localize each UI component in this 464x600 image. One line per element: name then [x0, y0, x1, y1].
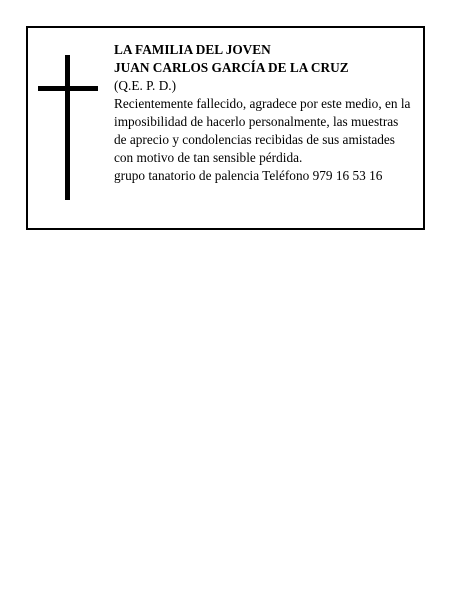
body-line: imposibilidad de hacerlo personalmente, las muestras: [114, 114, 399, 129]
cross-horizontal-bar: [38, 86, 98, 91]
family-heading: LA FAMILIA DEL JOVEN: [114, 42, 271, 57]
body-line: Recientemente fallecido, agradece por este medio, en la: [114, 96, 411, 111]
latin-cross-icon: [38, 55, 98, 200]
body-line: con motivo de tan sensible pérdida.: [114, 150, 303, 165]
cross-vertical-bar: [65, 55, 70, 200]
qepd-text: (Q.E. P. D.): [114, 78, 177, 93]
obituary-notice: [26, 26, 425, 230]
notice-text: [114, 41, 422, 185]
body-line: de aprecio y condolencias recibidas de sus amistades: [114, 132, 395, 147]
deceased-name: JUAN CARLOS GARCÍA DE LA CRUZ: [114, 60, 349, 75]
contact-line: grupo tanatorio de palencia Teléfono 979 16 53 16: [114, 168, 383, 183]
